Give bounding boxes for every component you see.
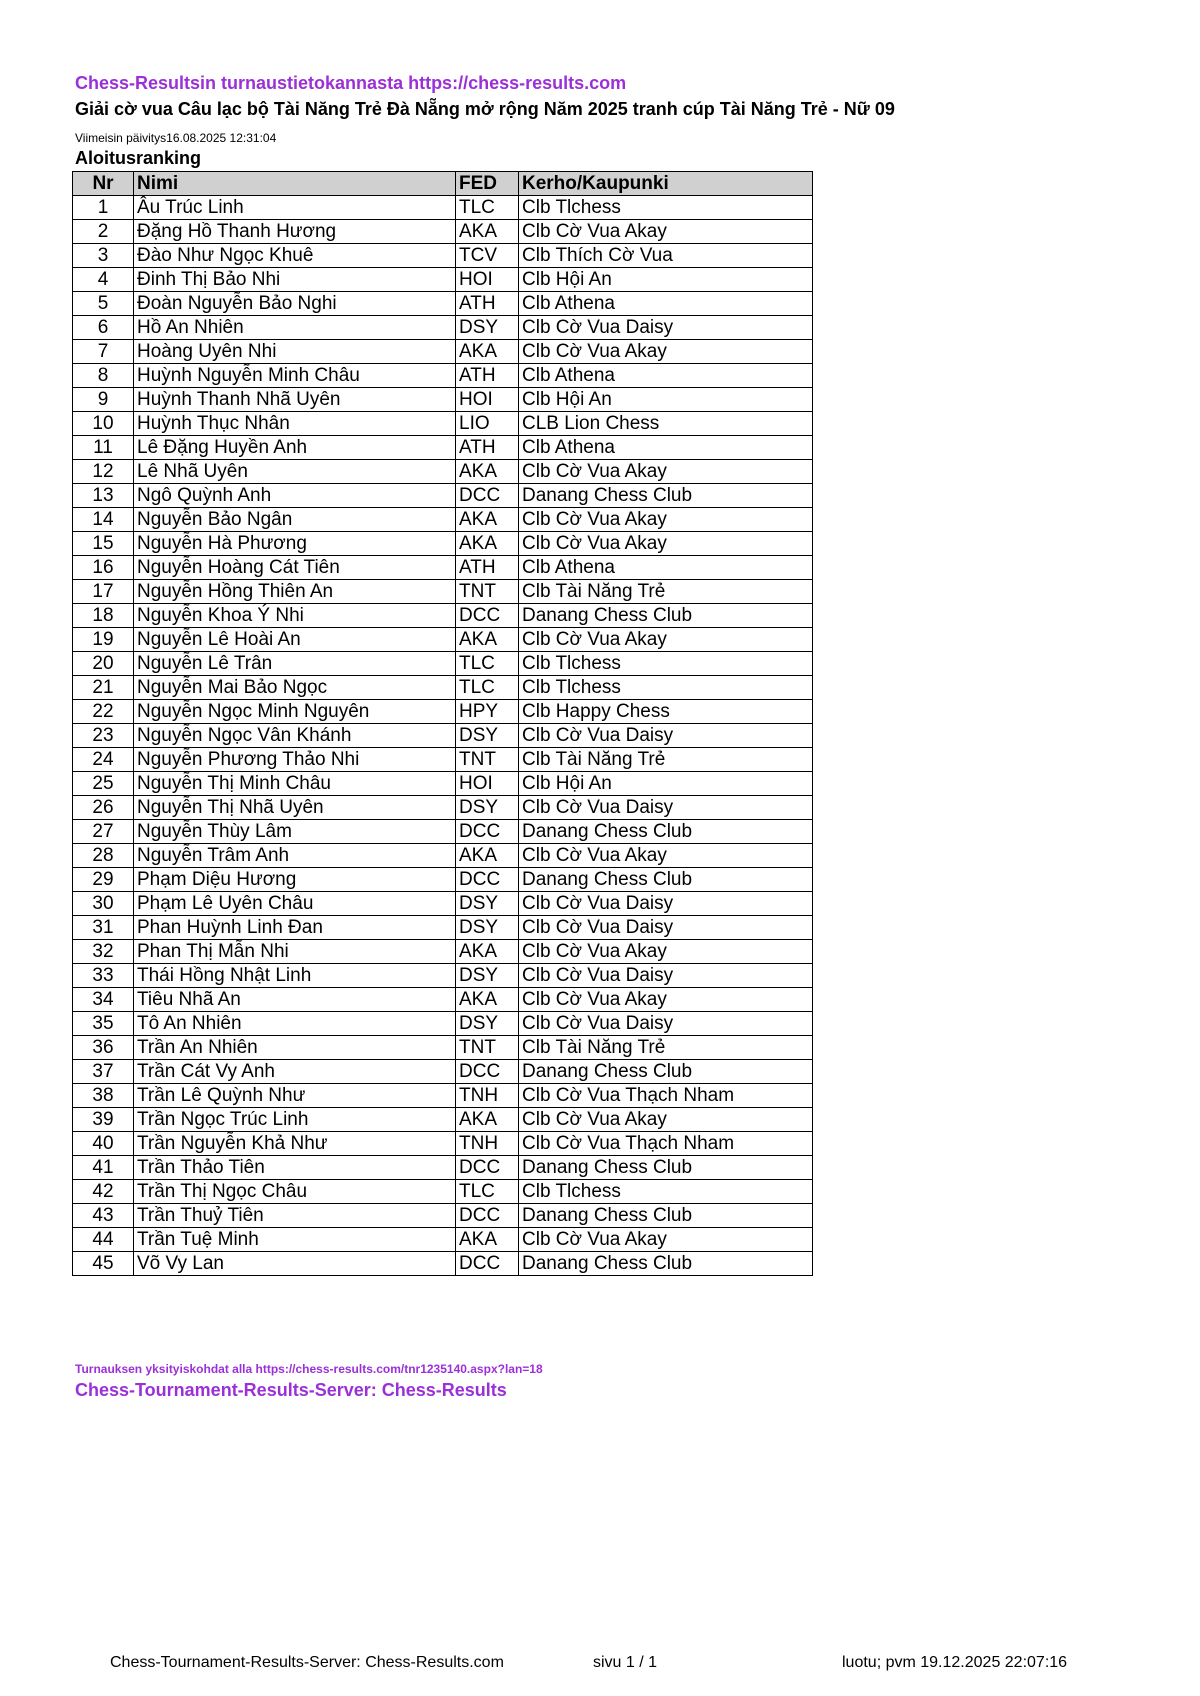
cell-fed: AKA	[456, 844, 519, 868]
cell-club: Danang Chess Club	[519, 1060, 813, 1084]
column-header-name: Nimi	[134, 172, 456, 196]
cell-club: Clb Cờ Vua Daisy	[519, 892, 813, 916]
cell-club: Clb Tlchess	[519, 1180, 813, 1204]
cell-fed: AKA	[456, 340, 519, 364]
cell-club: Danang Chess Club	[519, 484, 813, 508]
cell-fed: DCC	[456, 1156, 519, 1180]
cell-fed: AKA	[456, 220, 519, 244]
cell-fed: DCC	[456, 820, 519, 844]
cell-name: Nguyễn Trâm Anh	[134, 844, 456, 868]
cell-nr: 11	[73, 436, 134, 460]
cell-nr: 31	[73, 916, 134, 940]
cell-nr: 1	[73, 196, 134, 220]
cell-fed: DSY	[456, 964, 519, 988]
cell-name: Nguyễn Phương Thảo Nhi	[134, 748, 456, 772]
cell-fed: DCC	[456, 604, 519, 628]
cell-nr: 20	[73, 652, 134, 676]
cell-name: Trần Thuỷ Tiên	[134, 1204, 456, 1228]
cell-nr: 7	[73, 340, 134, 364]
cell-club: Clb Athena	[519, 292, 813, 316]
cell-fed: TNH	[456, 1084, 519, 1108]
cell-name: Nguyễn Mai Bảo Ngọc	[134, 676, 456, 700]
cell-fed: AKA	[456, 1228, 519, 1252]
cell-nr: 41	[73, 1156, 134, 1180]
table-row	[73, 508, 813, 532]
cell-fed: TNH	[456, 1132, 519, 1156]
cell-fed: AKA	[456, 460, 519, 484]
cell-club: Clb Cờ Vua Daisy	[519, 724, 813, 748]
cell-nr: 10	[73, 412, 134, 436]
cell-nr: 37	[73, 1060, 134, 1084]
ranking-table	[72, 171, 813, 1276]
cell-club: Clb Cờ Vua Akay	[519, 532, 813, 556]
cell-fed: ATH	[456, 364, 519, 388]
table-row	[73, 772, 813, 796]
table-row	[73, 1012, 813, 1036]
cell-name: Tiêu Nhã An	[134, 988, 456, 1012]
table-row	[73, 964, 813, 988]
table-row	[73, 1156, 813, 1180]
cell-club: Clb Athena	[519, 436, 813, 460]
cell-fed: HPY	[456, 700, 519, 724]
cell-club: Danang Chess Club	[519, 820, 813, 844]
table-row	[73, 892, 813, 916]
cell-nr: 42	[73, 1180, 134, 1204]
cell-nr: 16	[73, 556, 134, 580]
cell-name: Trần Thị Ngọc Châu	[134, 1180, 456, 1204]
cell-fed: AKA	[456, 988, 519, 1012]
footer-server-name: Chess-Tournament-Results-Server: Chess-Results.com	[110, 1654, 504, 1671]
cell-club: Clb Cờ Vua Daisy	[519, 1012, 813, 1036]
cell-nr: 17	[73, 580, 134, 604]
cell-name: Nguyễn Thùy Lâm	[134, 820, 456, 844]
cell-name: Trần Nguyễn Khả Như	[134, 1132, 456, 1156]
cell-nr: 22	[73, 700, 134, 724]
table-row	[73, 316, 813, 340]
table-row	[73, 700, 813, 724]
cell-name: Trần Thảo Tiên	[134, 1156, 456, 1180]
cell-club: Clb Hội An	[519, 388, 813, 412]
table-row	[73, 1228, 813, 1252]
cell-nr: 45	[73, 1252, 134, 1276]
cell-nr: 43	[73, 1204, 134, 1228]
cell-nr: 44	[73, 1228, 134, 1252]
cell-nr: 24	[73, 748, 134, 772]
footer-created-date: luotu; pvm 19.12.2025 22:07:16	[842, 1654, 1068, 1671]
cell-name: Trần An Nhiên	[134, 1036, 456, 1060]
cell-nr: 15	[73, 532, 134, 556]
cell-nr: 8	[73, 364, 134, 388]
cell-fed: TLC	[456, 652, 519, 676]
cell-name: Trần Cát Vy Anh	[134, 1060, 456, 1084]
cell-fed: TNT	[456, 748, 519, 772]
cell-club: Clb Tlchess	[519, 196, 813, 220]
cell-club: Clb Cờ Vua Daisy	[519, 796, 813, 820]
cell-name: Thái Hồng Nhật Linh	[134, 964, 456, 988]
server-link[interactable]: Chess-Tournament-Results-Server: Chess-Results	[75, 1380, 507, 1400]
table-row	[73, 436, 813, 460]
table-row	[73, 484, 813, 508]
cell-name: Nguyễn Thị Minh Châu	[134, 772, 456, 796]
cell-nr: 33	[73, 964, 134, 988]
column-header-fed: FED	[456, 172, 519, 196]
table-row	[73, 460, 813, 484]
cell-club: Clb Tlchess	[519, 676, 813, 700]
cell-club: Clb Cờ Vua Akay	[519, 940, 813, 964]
table-row	[73, 628, 813, 652]
cell-name: Nguyễn Hoàng Cát Tiên	[134, 556, 456, 580]
cell-club: Danang Chess Club	[519, 1156, 813, 1180]
cell-fed: TCV	[456, 244, 519, 268]
cell-nr: 29	[73, 868, 134, 892]
column-header-club: Kerho/Kaupunki	[519, 172, 813, 196]
cell-fed: ATH	[456, 556, 519, 580]
cell-name: Phan Huỳnh Linh Đan	[134, 916, 456, 940]
cell-fed: TNT	[456, 1036, 519, 1060]
cell-club: Danang Chess Club	[519, 1252, 813, 1276]
cell-fed: DCC	[456, 1252, 519, 1276]
table-header-row	[73, 172, 813, 196]
cell-club: Clb Cờ Vua Akay	[519, 460, 813, 484]
cell-name: Tô An Nhiên	[134, 1012, 456, 1036]
cell-club: Clb Cờ Vua Akay	[519, 988, 813, 1012]
cell-nr: 26	[73, 796, 134, 820]
cell-club: Clb Cờ Vua Daisy	[519, 316, 813, 340]
cell-club: Clb Tlchess	[519, 652, 813, 676]
table-row	[73, 940, 813, 964]
cell-club: Clb Cờ Vua Daisy	[519, 916, 813, 940]
table-row	[73, 556, 813, 580]
cell-nr: 32	[73, 940, 134, 964]
cell-club: Danang Chess Club	[519, 604, 813, 628]
cell-fed: DCC	[456, 484, 519, 508]
table-row	[73, 844, 813, 868]
table-row	[73, 292, 813, 316]
cell-nr: 27	[73, 820, 134, 844]
cell-name: Đào Như Ngọc Khuê	[134, 244, 456, 268]
table-row	[73, 796, 813, 820]
cell-nr: 19	[73, 628, 134, 652]
table-row	[73, 1060, 813, 1084]
table-row	[73, 1108, 813, 1132]
cell-name: Nguyễn Hồng Thiên An	[134, 580, 456, 604]
cell-club: Clb Hội An	[519, 268, 813, 292]
footer-page-number: sivu 1 / 1	[593, 1654, 658, 1671]
cell-club: Clb Tài Năng Trẻ	[519, 748, 813, 772]
cell-name: Võ Vy Lan	[134, 1252, 456, 1276]
cell-fed: AKA	[456, 532, 519, 556]
cell-name: Trần Lê Quỳnh Như	[134, 1084, 456, 1108]
column-header-nr: Nr	[73, 172, 134, 196]
cell-fed: HOI	[456, 388, 519, 412]
table-row	[73, 196, 813, 220]
table-row	[73, 340, 813, 364]
table-row	[73, 244, 813, 268]
table-row	[73, 652, 813, 676]
cell-nr: 4	[73, 268, 134, 292]
cell-name: Nguyễn Thị Nhã Uyên	[134, 796, 456, 820]
cell-nr: 21	[73, 676, 134, 700]
table-row	[73, 1252, 813, 1276]
table-row	[73, 364, 813, 388]
table-row	[73, 220, 813, 244]
cell-club: Clb Cờ Vua Akay	[519, 340, 813, 364]
last-updated: Viimeisin päivitys16.08.2025 12:31:04	[75, 131, 277, 145]
table-row	[73, 1132, 813, 1156]
cell-club: Clb Cờ Vua Akay	[519, 1108, 813, 1132]
cell-name: Âu Trúc Linh	[134, 196, 456, 220]
cell-nr: 25	[73, 772, 134, 796]
cell-nr: 39	[73, 1108, 134, 1132]
cell-name: Lê Nhã Uyên	[134, 460, 456, 484]
cell-fed: TLC	[456, 1180, 519, 1204]
source-link[interactable]: Chess-Resultsin turnaustietokannasta https://chess-results.com	[75, 73, 627, 93]
cell-name: Đinh Thị Bảo Nhi	[134, 268, 456, 292]
table-row	[73, 412, 813, 436]
cell-nr: 18	[73, 604, 134, 628]
cell-nr: 14	[73, 508, 134, 532]
cell-name: Đặng Hồ Thanh Hương	[134, 220, 456, 244]
cell-fed: TNT	[456, 580, 519, 604]
cell-fed: ATH	[456, 292, 519, 316]
cell-name: Nguyễn Hà Phương	[134, 532, 456, 556]
cell-fed: DSY	[456, 1012, 519, 1036]
cell-nr: 2	[73, 220, 134, 244]
cell-name: Nguyễn Lê Trân	[134, 652, 456, 676]
cell-fed: AKA	[456, 1108, 519, 1132]
cell-name: Nguyễn Bảo Ngân	[134, 508, 456, 532]
cell-name: Nguyễn Lê Hoài An	[134, 628, 456, 652]
cell-fed: DCC	[456, 1204, 519, 1228]
cell-nr: 40	[73, 1132, 134, 1156]
cell-name: Phạm Diệu Hương	[134, 868, 456, 892]
table-row	[73, 748, 813, 772]
section-heading: Aloitusranking	[75, 148, 202, 168]
cell-club: Clb Happy Chess	[519, 700, 813, 724]
cell-club: Clb Cờ Vua Akay	[519, 844, 813, 868]
cell-club: Clb Cờ Vua Thạch Nham	[519, 1084, 813, 1108]
table-row	[73, 820, 813, 844]
cell-nr: 34	[73, 988, 134, 1012]
cell-name: Huỳnh Thục Nhân	[134, 412, 456, 436]
cell-name: Đoàn Nguyễn Bảo Nghi	[134, 292, 456, 316]
cell-club: Clb Athena	[519, 364, 813, 388]
table-row	[73, 1204, 813, 1228]
cell-club: Clb Cờ Vua Daisy	[519, 964, 813, 988]
page-title: Giải cờ vua Câu lạc bộ Tài Năng Trẻ Đà Nẵng mở rộng Năm 2025 tranh cúp Tài Năng Trẻ - Nữ 09	[75, 99, 895, 119]
cell-fed: LIO	[456, 412, 519, 436]
cell-fed: ATH	[456, 436, 519, 460]
cell-club: Clb Tài Năng Trẻ	[519, 1036, 813, 1060]
cell-club: Clb Cờ Vua Akay	[519, 508, 813, 532]
cell-club: Clb Cờ Vua Akay	[519, 1228, 813, 1252]
cell-fed: DSY	[456, 316, 519, 340]
cell-name: Nguyễn Khoa Ý Nhi	[134, 604, 456, 628]
cell-nr: 30	[73, 892, 134, 916]
cell-club: Clb Cờ Vua Thạch Nham	[519, 1132, 813, 1156]
cell-club: Clb Cờ Vua Akay	[519, 220, 813, 244]
cell-nr: 28	[73, 844, 134, 868]
cell-club: Clb Athena	[519, 556, 813, 580]
table-row	[73, 868, 813, 892]
cell-fed: HOI	[456, 772, 519, 796]
table-row	[73, 1036, 813, 1060]
cell-club: Clb Thích Cờ Vua	[519, 244, 813, 268]
cell-club: CLB Lion Chess	[519, 412, 813, 436]
cell-nr: 6	[73, 316, 134, 340]
table-row	[73, 988, 813, 1012]
cell-nr: 12	[73, 460, 134, 484]
cell-name: Trần Ngọc Trúc Linh	[134, 1108, 456, 1132]
cell-nr: 38	[73, 1084, 134, 1108]
cell-fed: DCC	[456, 868, 519, 892]
cell-fed: DSY	[456, 916, 519, 940]
table-row	[73, 268, 813, 292]
cell-fed: DSY	[456, 892, 519, 916]
table-row	[73, 388, 813, 412]
cell-nr: 9	[73, 388, 134, 412]
table-row	[73, 580, 813, 604]
cell-name: Huỳnh Thanh Nhã Uyên	[134, 388, 456, 412]
cell-fed: AKA	[456, 940, 519, 964]
cell-fed: DSY	[456, 724, 519, 748]
cell-name: Lê Đặng Huyền Anh	[134, 436, 456, 460]
cell-club: Danang Chess Club	[519, 1204, 813, 1228]
cell-name: Phạm Lê Uyên Châu	[134, 892, 456, 916]
cell-fed: DSY	[456, 796, 519, 820]
cell-fed: TLC	[456, 676, 519, 700]
cell-nr: 13	[73, 484, 134, 508]
cell-name: Nguyễn Ngọc Vân Khánh	[134, 724, 456, 748]
table-row	[73, 1180, 813, 1204]
cell-fed: DCC	[456, 1060, 519, 1084]
cell-name: Nguyễn Ngọc Minh Nguyên	[134, 700, 456, 724]
cell-name: Hoàng Uyên Nhi	[134, 340, 456, 364]
cell-nr: 5	[73, 292, 134, 316]
cell-name: Phan Thị Mẫn Nhi	[134, 940, 456, 964]
cell-name: Huỳnh Nguyễn Minh Châu	[134, 364, 456, 388]
table-row	[73, 724, 813, 748]
cell-nr: 23	[73, 724, 134, 748]
table-row	[73, 916, 813, 940]
table-row	[73, 1084, 813, 1108]
cell-fed: TLC	[456, 196, 519, 220]
cell-fed: AKA	[456, 628, 519, 652]
cell-nr: 36	[73, 1036, 134, 1060]
cell-club: Clb Tài Năng Trẻ	[519, 580, 813, 604]
cell-club: Clb Hội An	[519, 772, 813, 796]
cell-name: Trần Tuệ Minh	[134, 1228, 456, 1252]
cell-name: Ngô Quỳnh Anh	[134, 484, 456, 508]
cell-club: Danang Chess Club	[519, 868, 813, 892]
cell-nr: 3	[73, 244, 134, 268]
cell-fed: AKA	[456, 508, 519, 532]
cell-fed: HOI	[456, 268, 519, 292]
cell-club: Clb Cờ Vua Akay	[519, 628, 813, 652]
table-row	[73, 532, 813, 556]
cell-name: Hồ An Nhiên	[134, 316, 456, 340]
table-row	[73, 604, 813, 628]
tournament-details-link[interactable]: Turnauksen yksityiskohdat alla https://chess-results.com/tnr1235140.aspx?lan=18	[75, 1362, 543, 1376]
table-row	[73, 676, 813, 700]
cell-nr: 35	[73, 1012, 134, 1036]
